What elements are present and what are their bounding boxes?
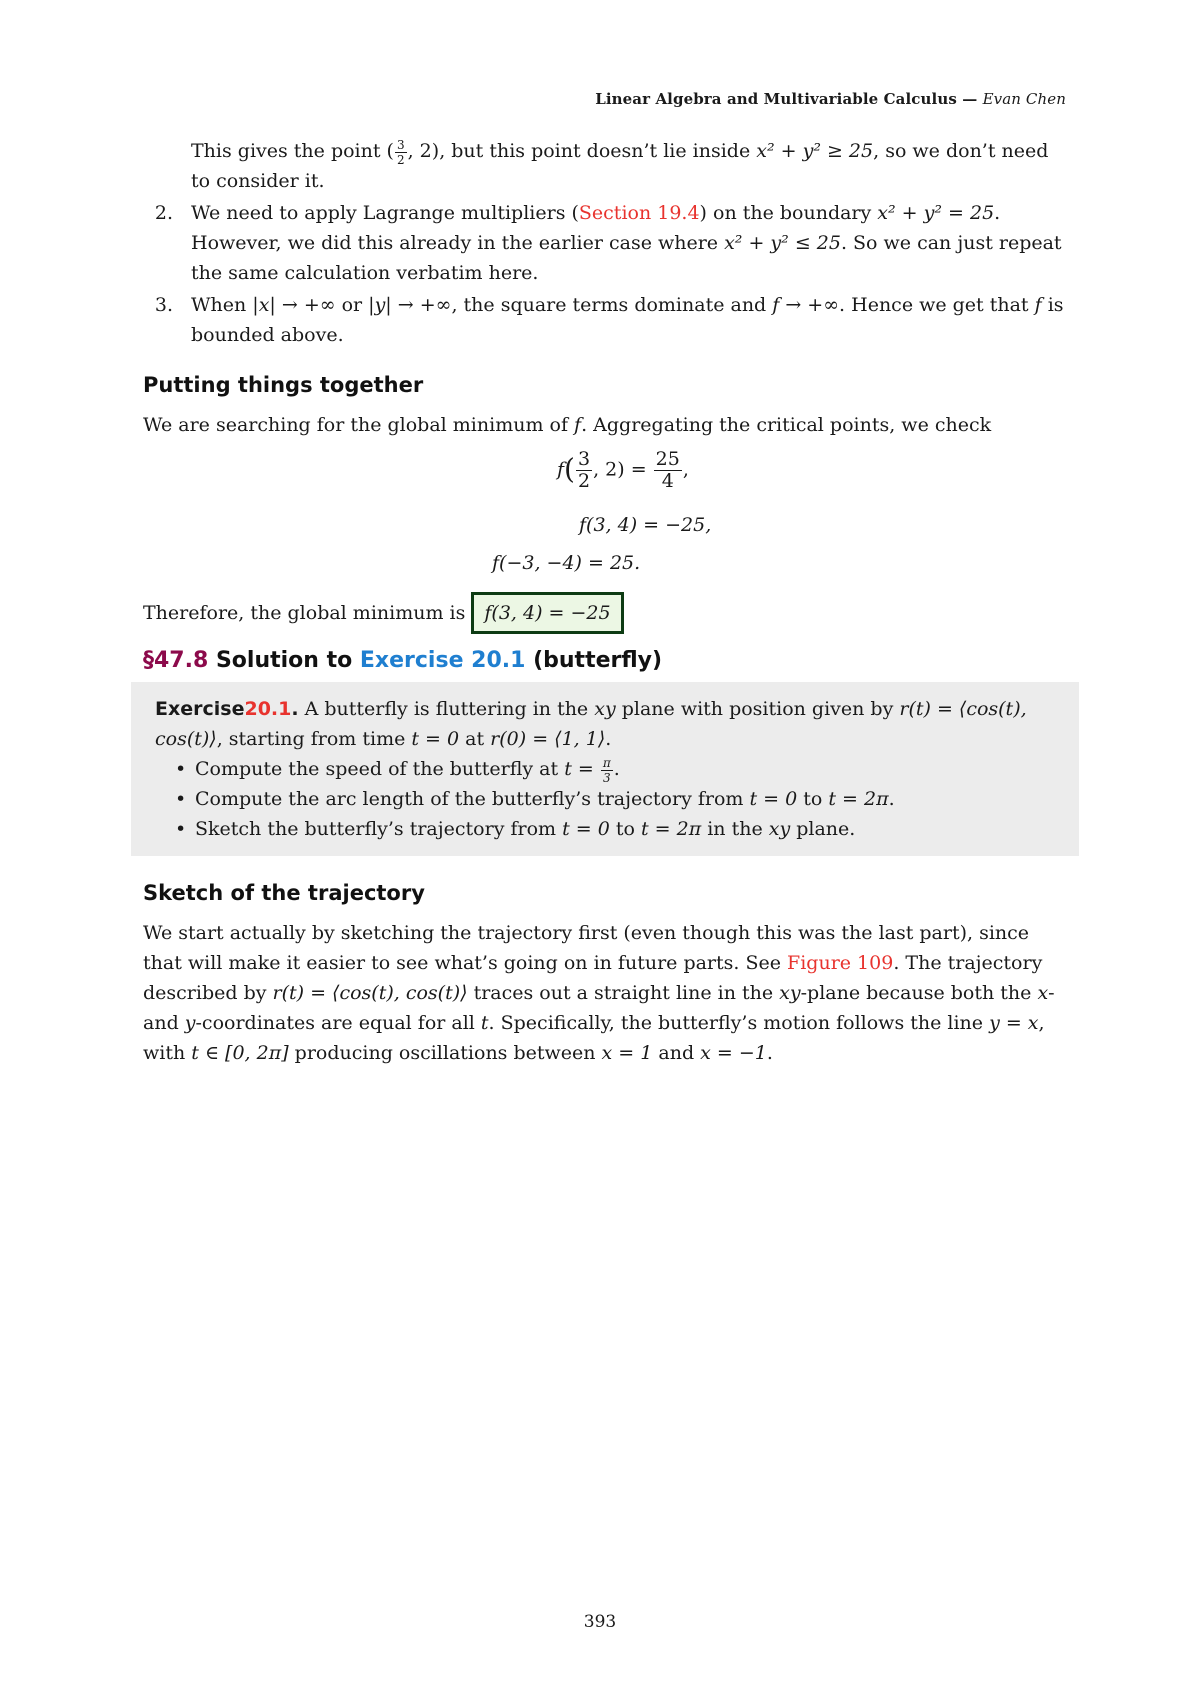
text: This gives the point <box>191 140 387 162</box>
exercise-statement: Exercise20.1. A butterfly is fluttering in the xy plane with position given by r(t) = ⟨cos(t), cos(t)⟩, starting from time t = 0 at r(0) = ⟨1, 1⟩. <box>155 698 1027 750</box>
math-inequality: x² + y² ≥ 25 <box>756 140 874 162</box>
fraction: $\frac{3}{2}$ <box>577 448 591 492</box>
section-number: §47.8 <box>143 648 209 673</box>
math: t = 0 <box>411 728 460 750</box>
math: r(0) = ⟨1, 1⟩ <box>490 728 606 750</box>
exercise-label: Exercise <box>155 698 245 720</box>
exercise-box <box>131 682 1079 856</box>
running-header <box>595 84 1066 114</box>
fraction: $\frac{25}{4}$ <box>655 448 680 492</box>
math: f <box>1034 294 1042 316</box>
author-name: Evan Chen <box>982 90 1066 108</box>
section-link[interactable]: Section 19.4 <box>578 202 700 224</box>
math: |x| → +∞ <box>252 294 336 316</box>
equation-line-1: f( $\frac{3}{2}$ , 2) = $\frac{25}{4}$ , <box>557 448 689 492</box>
display-equations <box>143 444 1067 584</box>
exercise-bullet-2: • Compute the arc length of the butterfly’s trajectory from t = 0 to t = 2π. <box>175 788 895 810</box>
math: f <box>574 414 582 436</box>
subheading-sketch: Sketch of the trajectory <box>143 881 425 905</box>
equation-line-2: f(3, 4) = −25, <box>579 514 712 536</box>
boxed-answer: f(3, 4) = −25 <box>471 592 623 634</box>
math: , 2) <box>407 140 440 162</box>
list-number: 2. <box>154 202 173 224</box>
fraction: $\frac{3}{2}$ <box>396 137 405 167</box>
page-content <box>143 136 1067 1068</box>
conclusion: Therefore, the global minimum is f(3, 4) = −25 <box>143 592 1067 634</box>
header-dash: — <box>956 90 983 108</box>
subheading-putting-together: Putting things together <box>143 373 424 397</box>
math: ( <box>386 140 394 162</box>
list-number: 3. <box>154 294 173 316</box>
page-number: 393 <box>583 1612 617 1632</box>
math: xy <box>594 698 616 720</box>
paragraph: We are searching for the global minimum of f. Aggregating the critical points, we check <box>143 414 992 436</box>
list-item-3: 3. When |x| → +∞ or |y| → +∞, the square terms dominate and f → +∞. Hence we get that f is bounded above. <box>143 290 1067 350</box>
math: x² + y² ≤ 25 <box>724 232 841 254</box>
exercise-bullet-1: • Compute the speed of the butterfly at t = $\frac{\pi}{3}$ . <box>175 755 620 785</box>
figure-link[interactable]: Figure 109 <box>787 952 894 974</box>
list-item-continuation <box>143 136 1067 196</box>
section-heading: §47.8 Solution to Exercise 20.1 (butterfly) <box>143 648 663 673</box>
equation-line-3: f(−3, −4) = 25. <box>492 552 641 574</box>
exercise-link[interactable]: Exercise 20.1 <box>359 648 526 673</box>
list-item-2: 2. We need to apply Lagrange multipliers (Section 19.4) on the boundary x² + y² = 25. However, we did this already in the earlier case where x² + y² ≤ 25. So we can just repeat the same calculation verbatim here. <box>143 198 1067 288</box>
math: f → +∞ <box>772 294 840 316</box>
math: r(t) = ⟨cos(t), cos(t)⟩ <box>155 698 1027 750</box>
book-title: Linear Algebra and Multivariable Calculus <box>595 90 957 108</box>
math: x² + y² = 25 <box>877 202 995 224</box>
math: |y| → +∞ <box>368 294 452 316</box>
exercise-number[interactable]: 20.1 <box>244 698 292 720</box>
paragraph-trajectory: We start actually by sketching the trajectory first (even though this was the last part), since that will make it easier to see what’s going on in future parts. See Figure 109. The trajectory described by r(t) = ⟨cos(t), cos(t)⟩ traces out a straight line in the xy-plane because both the x- and y-coordinates are equal for all t. Specifically, the butterfly’s motion follows the line y = x, with t ∈ [0, 2π] producing oscillations between x = 1 and x = −1. <box>143 922 1055 1064</box>
text: , but this point doesn’t lie inside <box>439 140 757 162</box>
exercise-bullet-3: • Sketch the butterfly’s trajectory from t = 0 to t = 2π in the xy plane. <box>175 818 856 840</box>
fraction: $\frac{\pi}{3}$ <box>602 755 611 785</box>
text: , so we don’t need to consider it. <box>191 140 1049 192</box>
